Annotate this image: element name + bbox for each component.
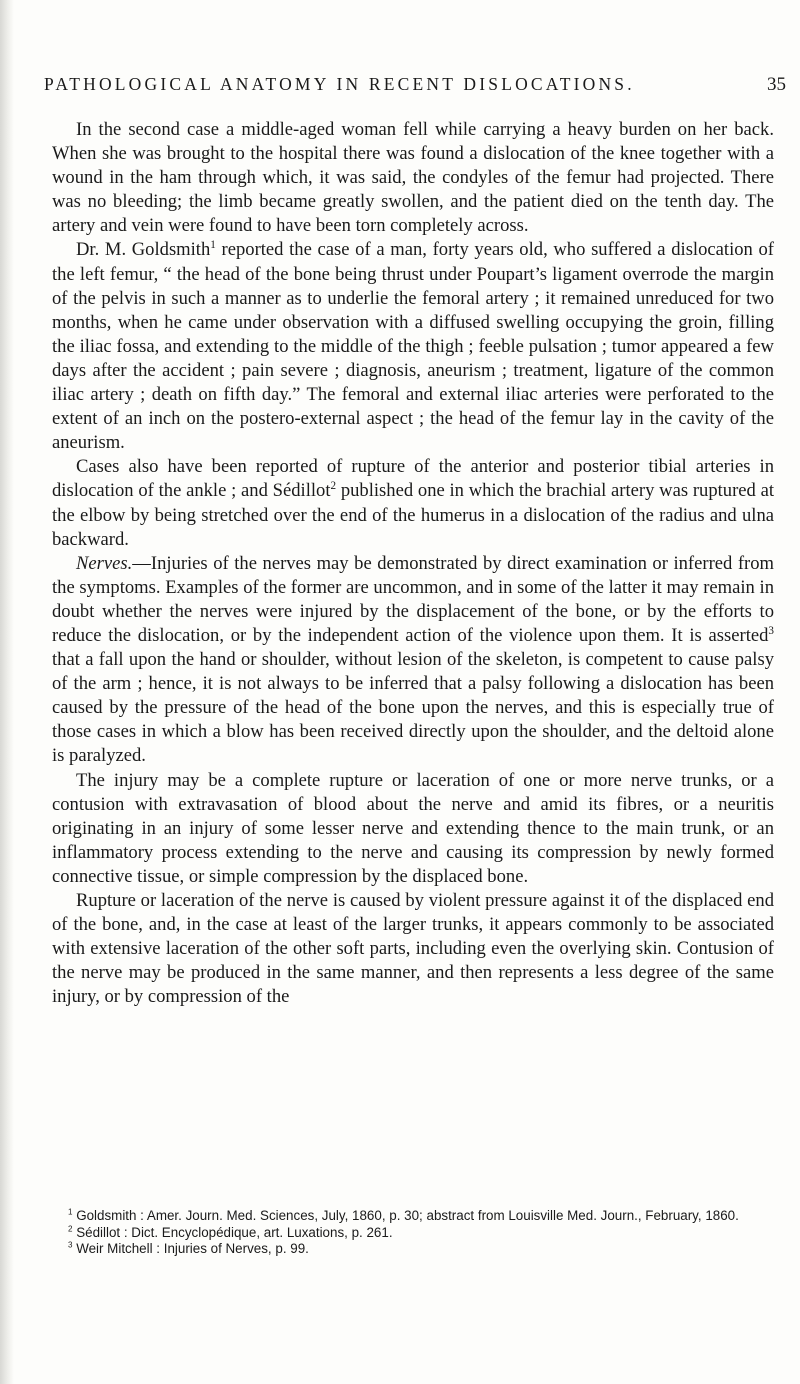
footnote-mark: 2: [68, 1224, 73, 1234]
footnote-ref: 2: [330, 480, 337, 493]
footnote-1: [52, 1208, 774, 1225]
paragraph-tibial-arteries: [52, 455, 774, 551]
running-head: [44, 74, 786, 104]
footnotes: [52, 1208, 774, 1258]
paragraph-text: Rupture or laceration of the nerve is caused by violent pressure against it of the displaced end of the bone, and, in the case at least of the larger trunks, it appears commonly to be associated with extensive laceration of the other soft parts, including even the overlying skin. Contusion of the nerve may be produced in the same manner, and then represents a less degree of the same injury, or by compression of the: [52, 890, 774, 1008]
paragraph-nerves: [52, 552, 774, 769]
paragraph-goldsmith-case: [52, 238, 774, 455]
paragraph-text: published one in which the brachial artery was ruptured at the elbow by being stretched over the end of the humerus in a dislocation of the radius and ulna backward.: [52, 480, 774, 550]
footnote-text: Weir Mitchell : Injuries of Nerves, p. 99.: [72, 1241, 309, 1257]
running-title: PATHOLOGICAL ANATOMY IN RECENT DISLOCATIONS.: [44, 74, 635, 94]
section-heading-nerves: Nerves.: [76, 552, 133, 574]
paragraph-nerve-injury-types: [52, 769, 774, 889]
paragraph-woman-knee-dislocation: [52, 118, 774, 238]
footnote-ref: 1: [210, 239, 216, 252]
body-text: [52, 118, 774, 1009]
paragraph-text: that a fall upon the hand or shoulder, without lesion of the skeleton, is competent to cause palsy of the arm ; hence, it is not always to be inferred that a palsy following a dislocation has been caused by the pressure of the head of the bone upon the nerves, and this is especially true of those cases in which a blow has been received directly upon the shoulder, and the deltoid alone is paralyzed.: [52, 649, 774, 767]
footnote-mark: 3: [68, 1240, 73, 1250]
paragraph-text: In the second case a middle-aged woman fell while carrying a heavy burden on her back. When she was brought to the hospital there was found a dislocation of the knee together with a wound in the ham through which, it was said, the condyles of the femur had projected. There was no bleeding; the limb became greatly swollen, and the patient died on the tenth day. The artery and vein were found to have been torn completely across.: [52, 119, 774, 237]
paragraph-lead: —Injuries of the nerves may be demonstrated by direct examination or inferred from the symptoms. Examples of the former are uncommon, and in some of the latter it may remain in doubt whether the nerves were injured by the displacement of the bone, or by the efforts to reduce the dislocation, or by the independent action of the violence upon them. It is asserted: [52, 552, 774, 646]
page-number: 35: [767, 74, 786, 95]
footnote-ref: 3: [768, 624, 774, 637]
footnote-2: [52, 1225, 774, 1242]
paragraph-text: The injury may be a complete rupture or laceration of one or more nerve trunks, or a contusion with extravasation of blood about the nerve and amid its fibres, or a neuritis originating in an injury of some lesser nerve and extending thence to the main trunk, or an inflammatory process extending to the nerve and causing its compression by newly formed connective tissue, or simple compression by the displaced bone.: [52, 769, 774, 887]
paragraph-text: reported the case of a man, forty years old, who suffered a dislocation of the left femur, “ the head of the bone being thrust under Poupart’s ligament overrode the margin of the pelvis in such a manner as to underlie the femoral artery ; it remained unreduced for two months, when he came under observation with a diffused swelling occupying the groin, filling the iliac fossa, and extending to the middle of the thigh ; feeble pulsation ; tumor appeared a few days after the accident ; pain severe ; diagnosis, aneurism ; treatment, ligature of the common iliac artery ; death on fifth day.” The femoral and external iliac arteries were perforated to the extent of an inch on the postero-external aspect ; the head of the femur lay in the cavity of the aneurism.: [52, 239, 774, 454]
footnote-mark: 1: [68, 1207, 73, 1217]
footnote-3: [52, 1241, 774, 1258]
paragraph-nerve-rupture: [52, 889, 774, 1009]
paragraph-lead: Cases also have been reported of rupture of the anterior and posterior tibial arteries in dislocation of the ankle ; and Sédillot: [52, 456, 774, 502]
footnote-text: Goldsmith : Amer. Journ. Med. Sciences, July, 1860, p. 30; abstract from Louisville Med. Journ., February, 1860.: [72, 1208, 739, 1223]
page-gutter-shadow: [0, 0, 14, 1384]
footnote-text: Sédillot : Dict. Encyclopédique, art. Luxations, p. 261.: [72, 1224, 393, 1240]
paragraph-lead: Dr. M. Goldsmith: [76, 239, 211, 261]
